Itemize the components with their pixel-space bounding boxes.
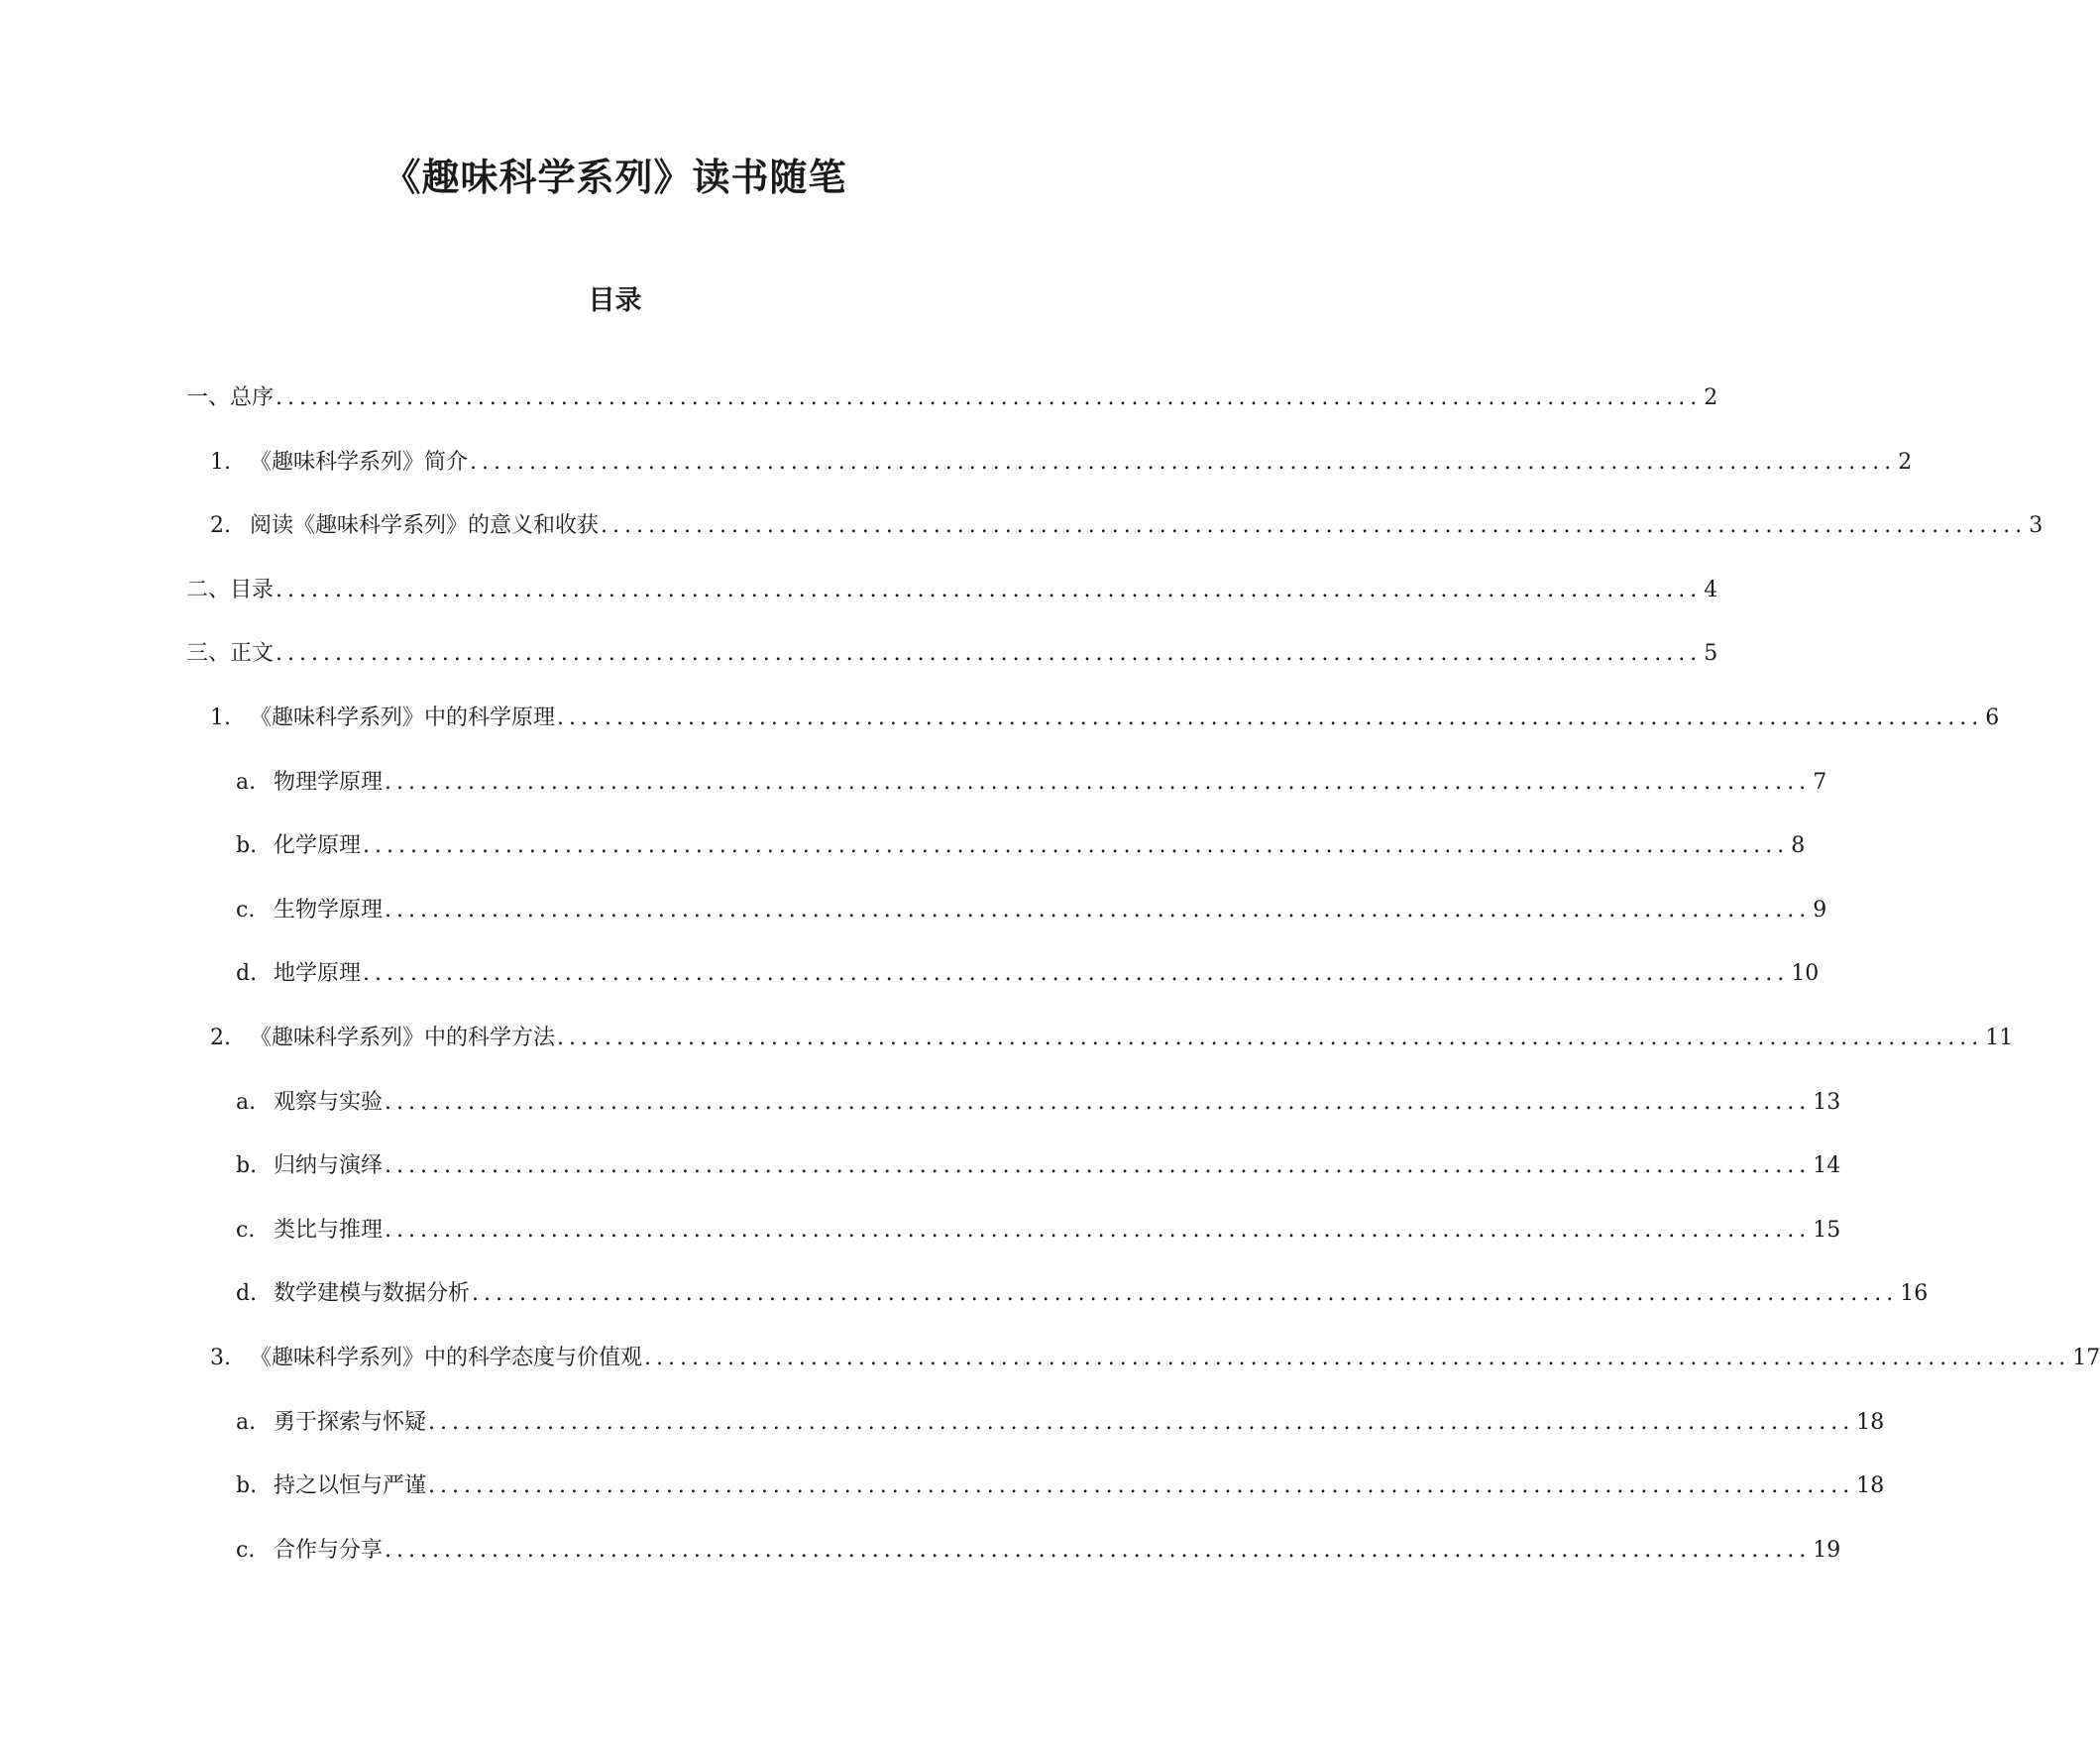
toc-entry-title: 三、正文 [186,641,275,667]
toc-entry-page-number: 16 [1900,1281,1929,1307]
toc-entry-title: 观察与实验 [274,1089,384,1115]
toc-entry-page-number: 4 [1704,577,1718,602]
toc-entry-number: c. [236,1537,256,1563]
toc-entry-page-number: 15 [1813,1217,1841,1243]
toc-entry[interactable] [236,1533,1841,1565]
toc-entry[interactable] [210,445,1913,477]
toc-dot-leader: ........................................................................................................................ [363,833,1790,859]
toc-entry[interactable] [210,508,2044,540]
toc-entry-title: 归纳与演绎 [274,1153,384,1179]
toc-dot-leader: ........................................................................................................................ [385,1217,1812,1243]
toc-dot-leader: ........................................................................................................................ [385,1537,1812,1563]
document-title: 《趣味科学系列》读书随笔 [383,155,847,199]
toc-entry-number: c. [236,1217,256,1243]
toc-entry-page-number: 10 [1791,961,1820,987]
toc-entry-page-number: 9 [1813,897,1827,923]
toc-entry-title: 一、总序 [186,385,275,410]
toc-entry[interactable] [236,1213,1841,1245]
toc-entry-title: 《趣味科学系列》中的科学方法 [250,1026,556,1050]
toc-entry-page-number: 2 [1704,385,1718,410]
toc-entry[interactable] [210,1021,2014,1052]
toc-entry-number: c. [236,897,256,923]
toc-entry-title: 生物学原理 [274,897,384,923]
toc-entry-page-number: 8 [1791,833,1806,859]
toc-dot-leader: ........................................................................................................................ [557,706,1984,730]
toc-entry-number: d. [236,1281,258,1307]
toc-dot-leader: ........................................................................................................................ [472,1281,1899,1307]
toc-entry-page-number: 3 [2029,513,2044,539]
toc-entry-page-number: 13 [1813,1089,1841,1115]
toc-dot-leader: ........................................................................................................................ [385,1089,1812,1115]
toc-entry-page-number: 17 [2072,1346,2100,1370]
toc-entry-number: 2. [210,513,231,539]
toc-entry-number: a. [236,1409,257,1435]
toc-dot-leader: ........................................................................................................................ [428,1473,1855,1499]
toc-entry-title: 《趣味科学系列》中的科学态度与价值观 [250,1346,643,1370]
toc-entry[interactable] [186,573,1718,604]
toc-dot-leader: ........................................................................................................................ [385,1153,1812,1179]
toc-entry-title: 阅读《趣味科学系列》的意义和收获 [250,513,600,539]
toc-entry-page-number: 6 [1985,706,2000,730]
toc-entry-page-number: 19 [1813,1537,1841,1563]
toc-entry-number: 1. [210,449,231,475]
toc-entry[interactable] [210,1341,2100,1372]
toc-entry[interactable] [236,956,1820,988]
toc-entry[interactable] [236,828,1806,860]
toc-dot-leader: ........................................................................................................................ [428,1409,1855,1435]
toc-entry-page-number: 14 [1813,1153,1841,1179]
toc-entry[interactable] [236,765,1827,797]
toc-entry-page-number: 18 [1856,1409,1885,1435]
toc-entry-number: a. [236,1089,257,1115]
toc-entry-title: 合作与分享 [274,1537,384,1563]
toc-entry[interactable] [236,1085,1841,1117]
toc-entry[interactable] [186,636,1718,668]
toc-dot-leader: ........................................................................................................................ [385,897,1812,923]
toc-entry-page-number: 2 [1898,449,1913,475]
toc-entry-number: a. [236,769,257,795]
toc-dot-leader: ........................................................................................................................ [644,1346,2071,1370]
toc-dot-leader: ........................................................................................................................ [470,449,1897,475]
toc-entry-title: 二、目录 [186,577,275,602]
toc-entry-title: 勇于探索与怀疑 [274,1409,427,1435]
toc-entry-page-number: 5 [1704,641,1718,667]
toc-entry[interactable] [210,701,2000,732]
toc-entry-title: 化学原理 [274,833,362,859]
toc-entry[interactable] [236,1148,1841,1180]
toc-entry-number: d. [236,961,258,987]
toc-entry[interactable] [236,1276,1929,1308]
toc-entry-title: 类比与推理 [274,1217,384,1243]
toc-dot-leader: ........................................................................................................................ [557,1026,1984,1050]
toc-dot-leader: ........................................................................................................................ [276,577,1703,602]
toc-entry-title: 《趣味科学系列》中的科学原理 [250,706,556,730]
toc-entry[interactable] [236,1468,1885,1500]
toc-heading: 目录 [588,285,642,316]
toc-dot-leader: ........................................................................................................................ [385,769,1812,795]
toc-dot-leader: ........................................................................................................................ [276,641,1703,667]
toc-dot-leader: ........................................................................................................................ [601,513,2028,539]
toc-entry-title: 地学原理 [274,961,362,987]
toc-entry-page-number: 7 [1813,769,1827,795]
toc-entry-number: b. [236,1153,258,1179]
toc-entry-number: 2. [210,1026,231,1050]
toc-entry-title: 《趣味科学系列》简介 [250,449,469,475]
toc-dot-leader: ........................................................................................................................ [363,961,1790,987]
toc-entry-number: 1. [210,706,231,730]
toc-entry-title: 持之以恒与严谨 [274,1473,427,1499]
toc-entry-page-number: 11 [1985,1026,2014,1050]
toc-entry-title: 数学建模与数据分析 [274,1281,471,1307]
toc-dot-leader: ........................................................................................................................ [276,385,1703,410]
toc-entry[interactable] [186,380,1718,412]
toc-entry[interactable] [236,893,1827,924]
toc-entry-number: b. [236,1473,258,1499]
toc-entry-number: b. [236,833,258,859]
toc-entry-title: 物理学原理 [274,769,384,795]
toc-entry-page-number: 18 [1856,1473,1885,1499]
toc-entry[interactable] [236,1405,1885,1437]
toc-entry-number: 3. [210,1346,231,1370]
